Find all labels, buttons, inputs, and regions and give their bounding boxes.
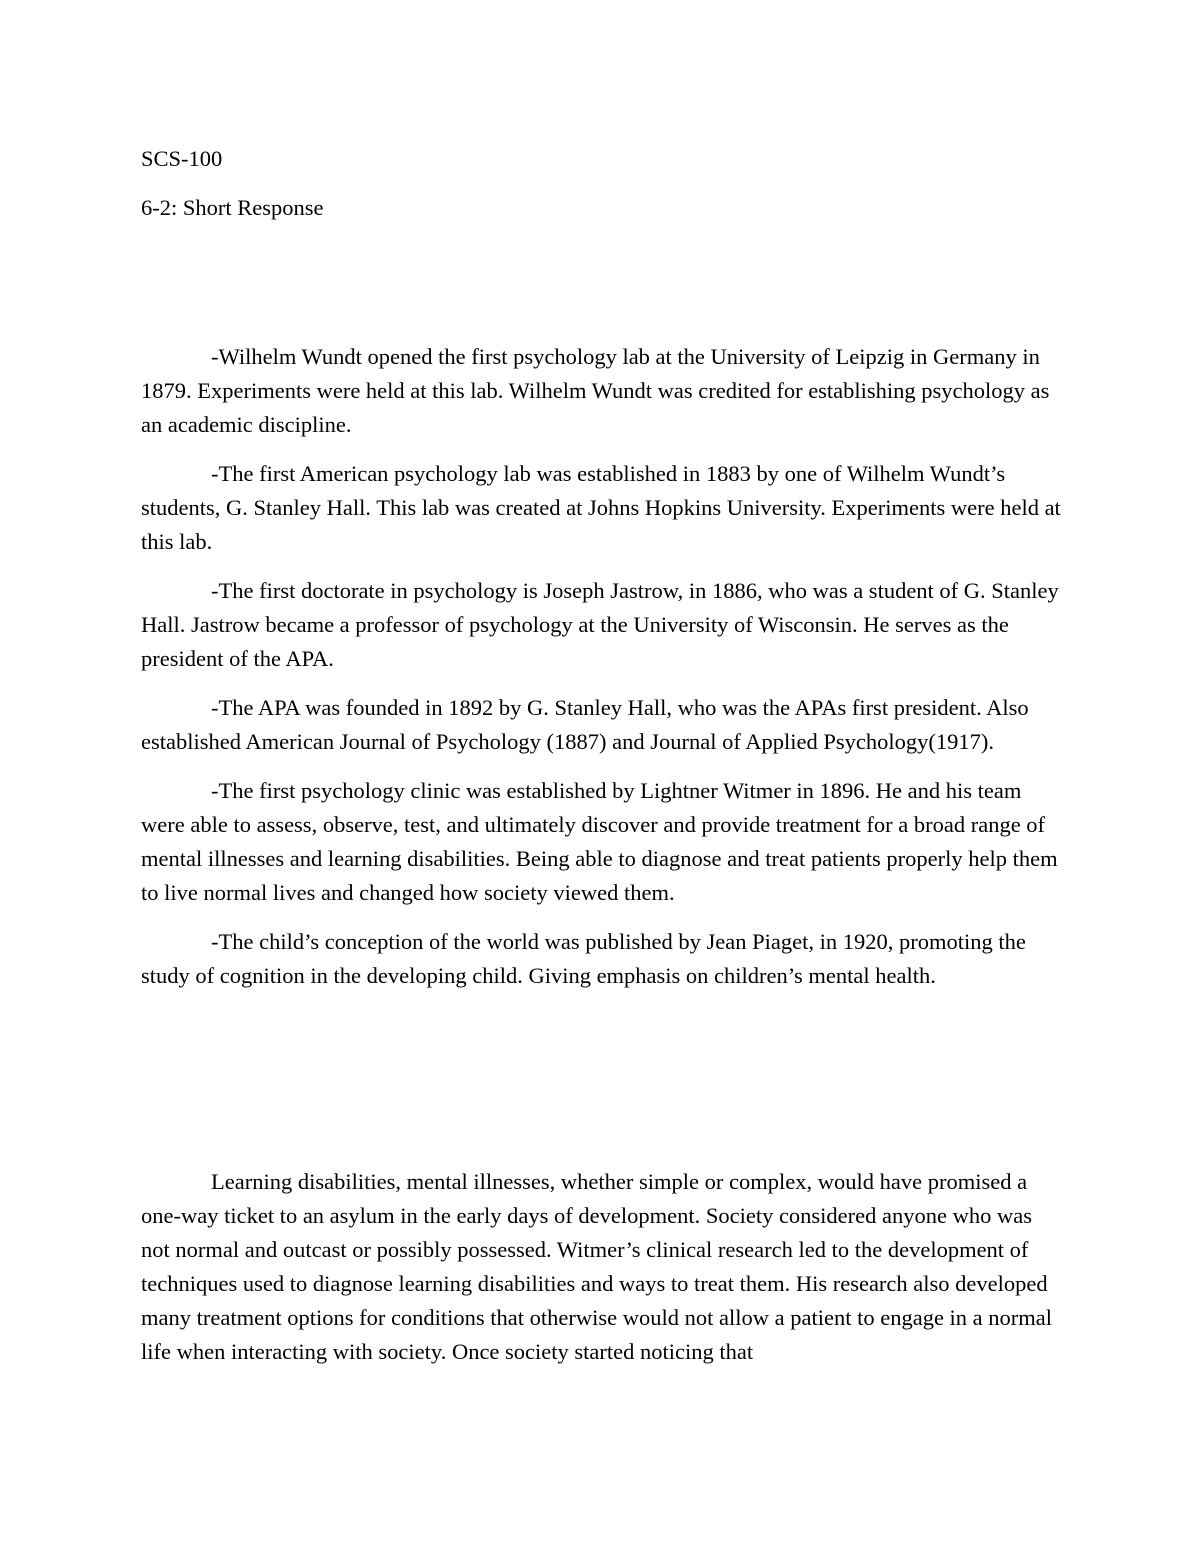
timeline-entry: -The first American psychology lab was established in 1883 by one of Wilhelm Wundt’s students, G. Stanley Hall. This lab was created at Johns Hopkins University. Experiments were held at this lab. [141, 461, 1061, 554]
timeline-entry: -Wilhelm Wundt opened the first psychology lab at the University of Leipzig in Germany in 1879. Experiments were held at this lab. Wilhelm Wundt was credited for establishing psychology as an academic discipline. [141, 344, 1050, 437]
timeline-entry: -The child’s conception of the world was published by Jean Piaget, in 1920, promoting the study of cognition in the developing child. Giving emphasis on children’s mental health. [141, 929, 1026, 988]
course-code: SCS-100 [141, 146, 223, 171]
timeline-entry: -The first psychology clinic was established by Lightner Witmer in 1896. He and his team were able to assess, observe, test, and ultimately discover and provide treatment for a broad range of mental illnesses and learning disabilities. Being able to diagnose and treat patients properly help them to live normal lives and changed how society viewed them. [141, 778, 1058, 905]
timeline-entry: -The APA was founded in 1892 by G. Stanley Hall, who was the APAs first president. Also established American Journal of Psychology (1887) and Journal of Applied Psychology(1917). [141, 695, 1029, 754]
assignment-title: 6-2: Short Response [141, 195, 324, 220]
timeline-entry: -The first doctorate in psychology is Joseph Jastrow, in 1886, who was a student of G. Stanley Hall. Jastrow became a professor of psychology at the University of Wisconsin. He serves as the president of the APA. [141, 578, 1059, 671]
timeline-section [141, 340, 1061, 1008]
essay-paragraph: Learning disabilities, mental illnesses, whether simple or complex, would have promised a one-way ticket to an asylum in the early days of development. Society considered anyone who was not normal and outcast or possibly possessed. Witmer’s clinical research led to the development of techniques used to diagnose learning disabilities and ways to treat them. His research also developed many treatment options for conditions that otherwise would not allow a patient to engage in a normal life when interacting with society. Once society started noticing that [141, 1169, 1053, 1364]
essay-section [141, 1165, 1061, 1369]
